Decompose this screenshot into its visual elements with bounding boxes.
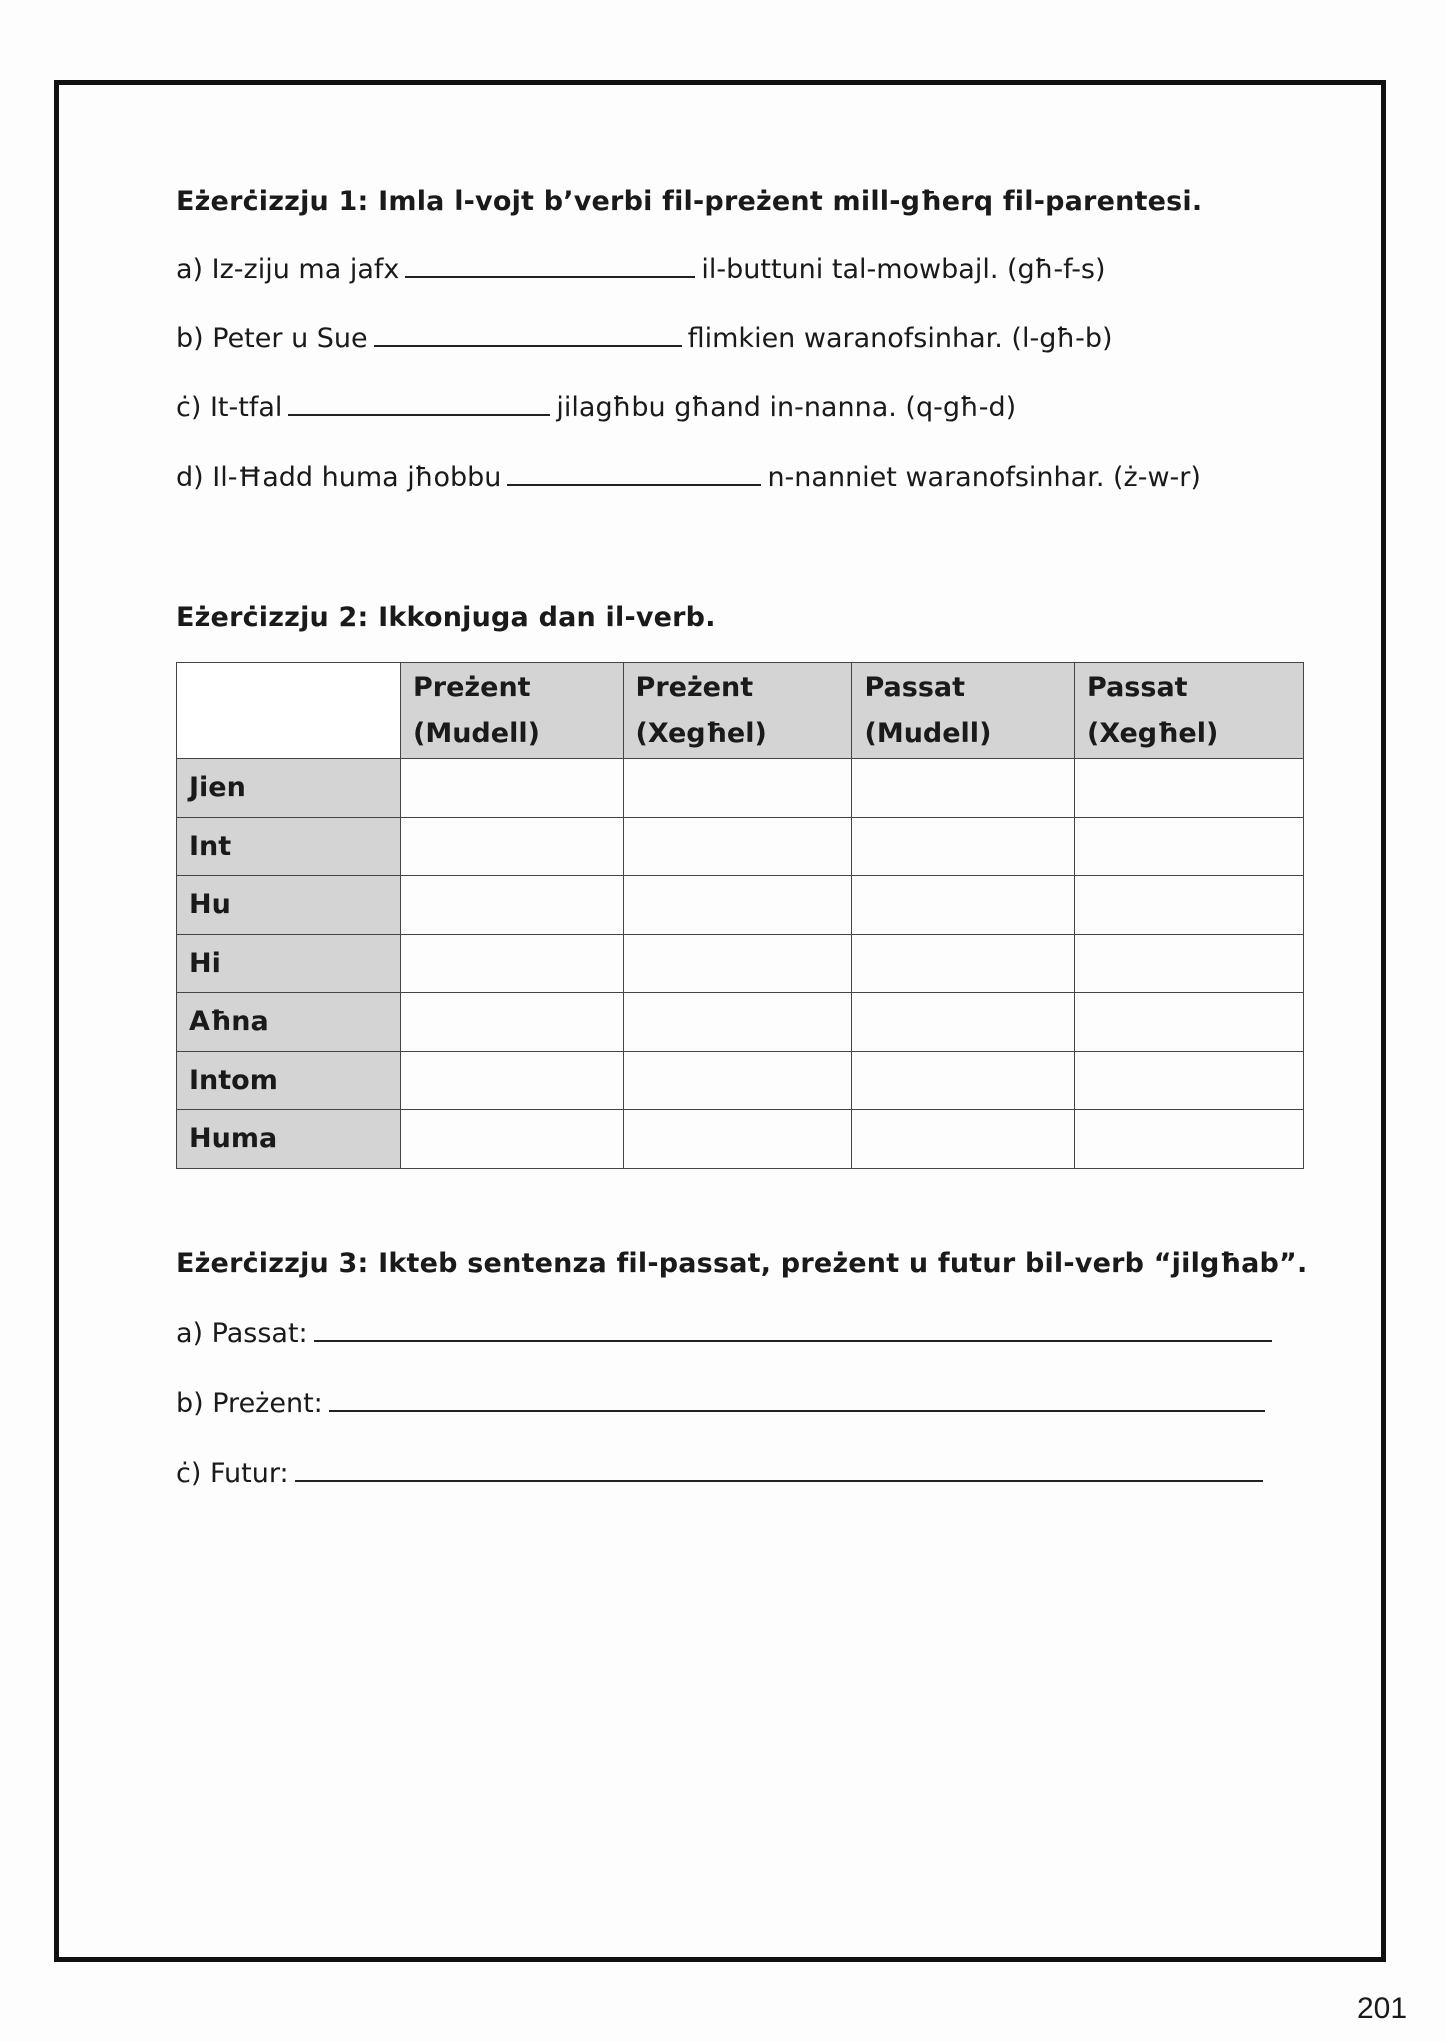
header-cell: Preżent (Mudell): [401, 663, 624, 759]
answer-cell[interactable]: [852, 1110, 1075, 1169]
table-row: [177, 993, 1304, 1052]
answer-cell[interactable]: [623, 993, 852, 1052]
answer-cell[interactable]: [623, 876, 852, 935]
answer-cell[interactable]: [401, 1110, 624, 1169]
answer-cell[interactable]: [401, 993, 624, 1052]
header-corner-cell: [177, 663, 401, 759]
answer-cell[interactable]: [623, 934, 852, 993]
answer-line[interactable]: [295, 1458, 1263, 1482]
answer-cell[interactable]: [401, 817, 624, 876]
pronoun-cell: Hi: [177, 934, 401, 993]
answer-cell[interactable]: [401, 1051, 624, 1110]
exercise-3-item-a: a) Passat:: [176, 1318, 1278, 1349]
answer-blank[interactable]: [405, 254, 695, 278]
answer-cell[interactable]: [1075, 1110, 1304, 1169]
exercise-1-item-d: d) Il-Ħadd huma jħobbu n-nanniet waranofsinhar. (ż-w-r): [176, 462, 1201, 493]
answer-cell[interactable]: [1075, 934, 1304, 993]
answer-cell[interactable]: [623, 759, 852, 818]
pronoun-cell: Int: [177, 817, 401, 876]
answer-cell[interactable]: [1075, 817, 1304, 876]
exercise-1-title: Eżerċizzju 1: Imla l-vojt b’verbi fil-preżent mill-għerq fil-parentesi.: [176, 186, 1203, 217]
table-header-row: [177, 663, 1304, 759]
answer-cell[interactable]: [1075, 759, 1304, 818]
exercise-1-item-a: a) Iz-ziju ma jafx il-buttuni tal-mowbajl. (għ-f-s): [176, 254, 1106, 285]
table-row: [177, 876, 1304, 935]
exercise-3-item-c: ċ) Futur:: [176, 1458, 1269, 1489]
pronoun-cell: Hu: [177, 876, 401, 935]
header-cell: Passat (Xegħel): [1075, 663, 1304, 759]
exercise-1-item-c: ċ) It-tfal jilagħbu għand in-nanna. (q-għ-d): [176, 392, 1017, 423]
answer-cell[interactable]: [401, 759, 624, 818]
exercise-3-item-b: b) Preżent:: [176, 1388, 1271, 1419]
exercise-3-title: Eżerċizzju 3: Ikteb sentenza fil-passat, preżent u futur bil-verb “jilgħab”.: [176, 1248, 1308, 1279]
answer-cell[interactable]: [401, 876, 624, 935]
pronoun-cell: Jien: [177, 759, 401, 818]
answer-blank[interactable]: [288, 392, 550, 416]
answer-cell[interactable]: [852, 934, 1075, 993]
answer-cell[interactable]: [1075, 993, 1304, 1052]
answer-cell[interactable]: [623, 1110, 852, 1169]
answer-cell[interactable]: [623, 1051, 852, 1110]
table-row: [177, 759, 1304, 818]
pronoun-cell: Intom: [177, 1051, 401, 1110]
table-row: [177, 1110, 1304, 1169]
answer-blank[interactable]: [374, 323, 682, 347]
answer-cell[interactable]: [1075, 876, 1304, 935]
answer-line[interactable]: [329, 1388, 1265, 1412]
conjugation-table: [176, 662, 1304, 1169]
pronoun-cell: Aħna: [177, 993, 401, 1052]
table-row: [177, 1051, 1304, 1110]
answer-cell[interactable]: [623, 817, 852, 876]
answer-line[interactable]: [314, 1318, 1272, 1342]
answer-cell[interactable]: [852, 817, 1075, 876]
pronoun-cell: Huma: [177, 1110, 401, 1169]
answer-cell[interactable]: [852, 759, 1075, 818]
answer-cell[interactable]: [852, 1051, 1075, 1110]
answer-cell[interactable]: [852, 876, 1075, 935]
exercise-1-item-b: b) Peter u Sue flimkien waranofsinhar. (l-għ-b): [176, 323, 1113, 354]
exercise-2-title: Eżerċizzju 2: Ikkonjuga dan il-verb.: [176, 602, 716, 633]
answer-cell[interactable]: [852, 993, 1075, 1052]
header-cell: Preżent (Xegħel): [623, 663, 852, 759]
answer-cell[interactable]: [401, 934, 624, 993]
header-cell: Passat (Mudell): [852, 663, 1075, 759]
answer-blank[interactable]: [507, 462, 761, 486]
answer-cell[interactable]: [1075, 1051, 1304, 1110]
page-number: 201: [1357, 1992, 1408, 2025]
table-row: [177, 817, 1304, 876]
table-row: [177, 934, 1304, 993]
